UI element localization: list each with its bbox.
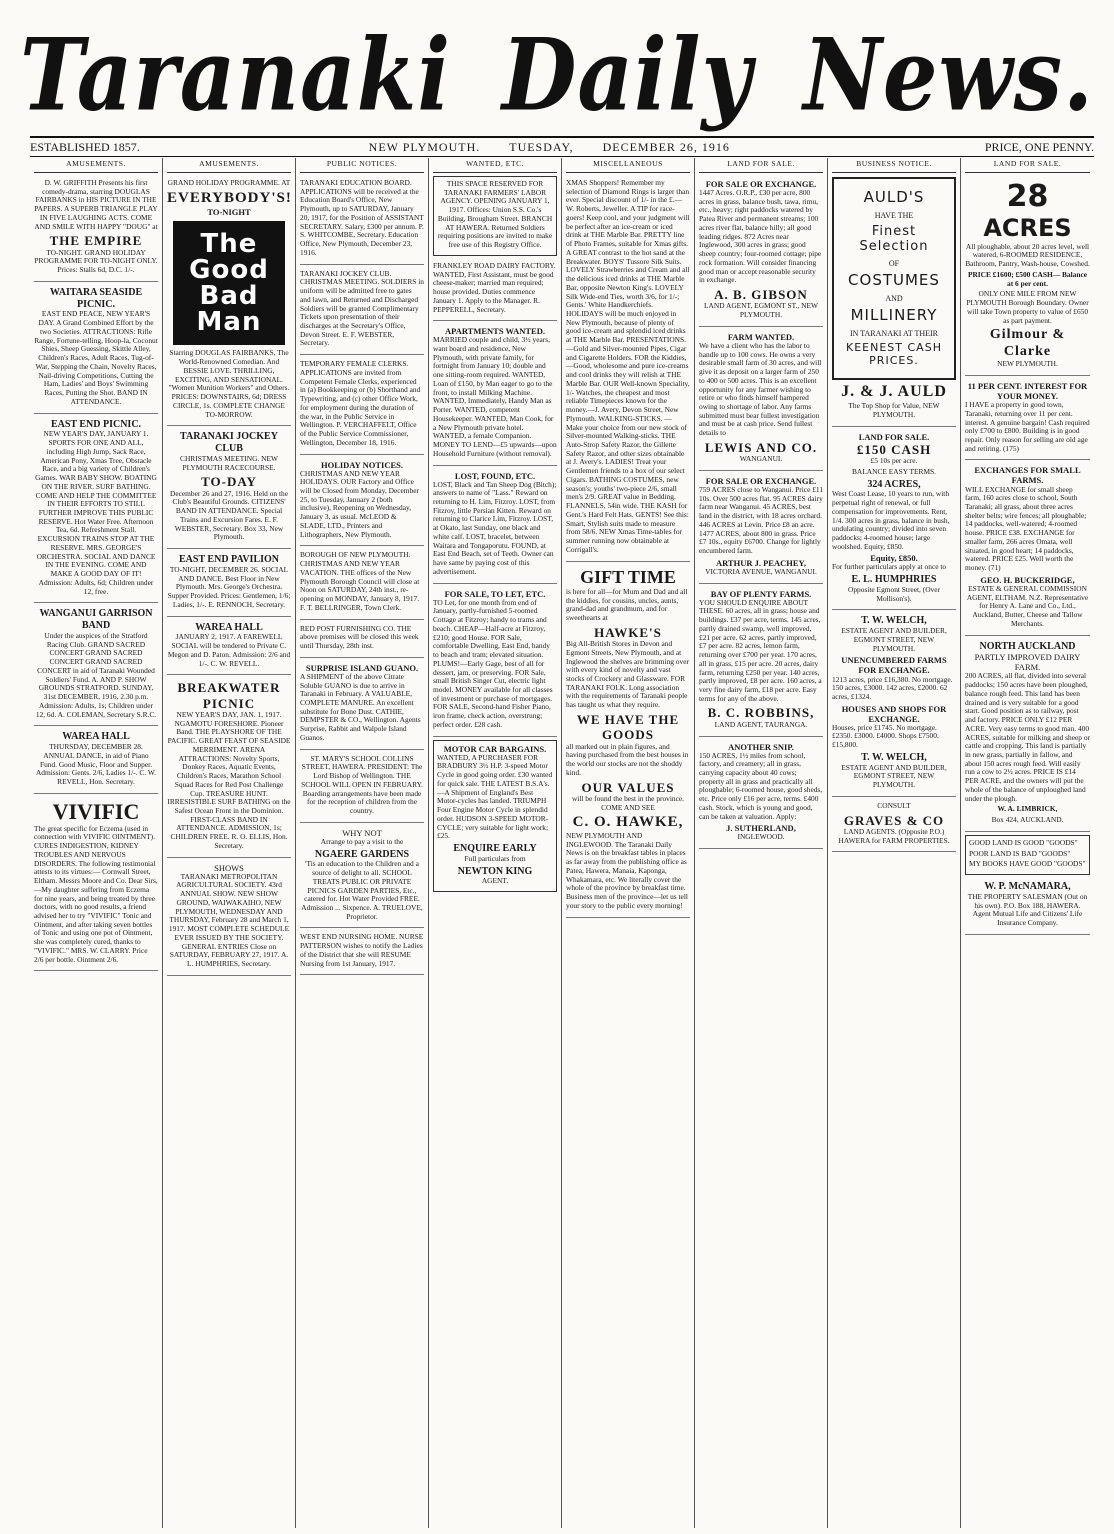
ad-headline: OUR VALUES bbox=[581, 779, 675, 795]
ad-text: JANUARY 2, 1917. A FAREWELL SOCIAL will be tendered to Private C. Megon and D. Paton. Admission: 2/6 and 1/-. C. W. REVELL. bbox=[167, 632, 291, 668]
ad-text: 1213 acres, price £16,380. No mortgage. 150 acres, £3000. 142 acres, £2000. 62 acres, £1324. bbox=[832, 674, 953, 701]
column-heading: MISCELLANEOUS bbox=[566, 158, 690, 173]
ad-lost-found bbox=[433, 468, 557, 584]
ad-text: ESTATE AGENT AND BUILDER, EGMONT STREET, NEW PLYMOUTH. bbox=[841, 762, 947, 790]
ad-text: OF bbox=[888, 258, 900, 268]
ad-headline: WE HAVE THE GOODS bbox=[576, 711, 680, 743]
ad-vivific bbox=[34, 796, 158, 972]
ad-headline: J. & J. AULD bbox=[841, 383, 947, 401]
notice-red-post bbox=[300, 622, 424, 658]
ad-text: ESTATE & GENERAL COMMISSION AGENT, ELTHAM. N.Z. Representative for Henry A. Lane and Co., Ltd., Auckland, Butter, Cheese and Tallow Merchants. bbox=[966, 583, 1089, 628]
column-5 bbox=[562, 158, 695, 1528]
ad-headline: SHOWS bbox=[214, 862, 244, 873]
date-center bbox=[369, 140, 756, 155]
notice-text: CHRISTMAS AND NEW YEAR HOLIDAYS. OUR Factory and Office will be Closed from Monday, December 25, to Tuesday, January 2 (both inclusive), Reopening on Wednesday, January 3, as usual. McLEOD & SLADE, LTD., Printers and Lithographers, New Plymouth. bbox=[300, 468, 419, 539]
ad-text: Houses, price £1745. No mortgage. £2350. £3000. £4000. Shops £7500. £15,800. bbox=[832, 722, 939, 750]
ad-text: 1447 Acres. O.R.P., £30 per acre, 800 acres in grass, balance bush, tawa, rimu, etc., heavy; right paddocks watered by Patea River and permanent streams; 100 acres river flat, balance hilly; all good leading ridges. 872 Acres near Inglewood, 300 acres in grass; good sheep country; four-roomed cottage; pipe rock formation. Will consider financing good man or accept reasonable security in exchange. bbox=[699, 187, 822, 285]
notice-guano bbox=[300, 660, 424, 750]
misc-small-ads bbox=[566, 176, 690, 562]
land-another-snip bbox=[699, 739, 823, 850]
notice-jockey-club bbox=[300, 267, 424, 356]
ad-text: LAND AGENTS. (Opposite P.O.) HAWERA for FARM PROPERTIES. bbox=[838, 827, 950, 845]
section-heading: FOR SALE, TO LET, ETC. bbox=[444, 588, 546, 599]
ad-text: AND bbox=[885, 293, 903, 303]
ad-east-end bbox=[34, 416, 158, 604]
ad-pavilion bbox=[167, 551, 291, 616]
column-3 bbox=[296, 158, 429, 1528]
ad-text: LOST, Black and Tan Sheep Dog (Bitch); answers to name of "Lass." Reward on returning to H. Lim, Fitzroy. LOST, from Fitzroy, little Persian Kitten. Reward on returning to Clarice Lim, Fitzroy. LOST, at Okato, last Sunday, one black and white calf. LOST, bracelet, between Waitara and Tongaporutu. FOUND, at East End Beach, set of Teeth. Owner can have same by paying cost of this advertisement. bbox=[433, 479, 557, 576]
column-1 bbox=[30, 158, 163, 1528]
ad-text: LAND AGENT, EGMONT ST., NEW PLYMOUTH. bbox=[704, 301, 818, 320]
ad-aulds bbox=[832, 177, 956, 380]
ad-text: NEW YEAR'S DAY, JANUARY 1. SPORTS FOR ONE AND ALL, including High Jump, Sack Race, American Pony, Xmas Tree, Obstacle Race, and a big variety of Children's Games. WAR BABY SHOW. BOATING ON THE RIVER. SURF BATHING. COME AND HELP THE COMMITTEE IN THEIR EFFORTS TO STILL FURTHER IMPROVE THIS PUBLIC RESERVE. Hot Water Free. Afternoon Tea, 6d. Refreshment Stall. EXCURSION TRAINS STOP AT THE RESERVE. MRS. GEORGE'S ORCHESTRA. SOCIAL AND DANCE IN THE EVENING. COME AND MAKE A GOOD DAY OF IT! Admission: Adults, 6d; Children under 12, free. bbox=[35, 429, 157, 596]
column-heading: BUSINESS NOTICE. bbox=[832, 158, 956, 173]
ad-apartments bbox=[433, 323, 557, 465]
ad-text: 200 ACRES, all flat, divided into several paddocks; 150 acres have been ploughed, balance rough feed. This land has been drained and is very suitable for a good start. Good position as to railway, post and factory. PRICE ONLY £12 PER ACRE. Very easy terms to good man. 400 ACRES, suitable for milking and sheep or cattle and cropping. This land is partially in new grass, partially in fallow, and about 150 acres rough feed. Will easily run a cow to 2½ acres. PRICE IS £14 PER ACRE, and the owners will put the whole of the balance of unploughed land under the plough. bbox=[965, 671, 1091, 803]
section-heading: MOTOR CAR BARGAINS. bbox=[443, 743, 547, 754]
notice-text: A SHIPMENT of the above Citrate Soluble GUANO is due to arrive in Taranaki in February. A VALUABLE, COMPLETE MANURE. An excellent substitute for Bone Dust. CATHIE, DEMPSTER & CO., Wellington. Agents Surprise, Rabbit and Walpole Island Guanos. bbox=[300, 671, 421, 742]
ad-jj-auld bbox=[832, 380, 956, 426]
notice-st-marys bbox=[300, 752, 424, 823]
ad-headline: GIFT TIME bbox=[580, 566, 676, 587]
notice-female-clerks bbox=[300, 357, 424, 454]
masthead-word-news: News. bbox=[803, 16, 1094, 134]
ad-text: We have a client who has the labor to handle up to 100 cows. He owns a very desirable small farm of 30 acres, and will give it as deposit on a larger farm of 250 to 400 or 500 acres. This is an excellent opportunity for any farmer wishing to retire or who finds himself hampered owing to shortage of labor. Any farms submitted must bear fullest investigation and must be at cash price. Send fullest details to bbox=[699, 340, 822, 438]
ad-headline: E. L. HUMPHRIES bbox=[851, 574, 937, 586]
ad-griffith bbox=[34, 176, 158, 282]
ad-waitara bbox=[34, 284, 158, 414]
ad-text: The great specific for Eczema (used in connection with VIVIFIC OINTMENT). CURES INDIGESTION, KIDNEY TROUBLES AND NERVOUS DISORDERS. The following testimonial attests to its virtues:— Cornwall Street, Eltham. Messrs Moore and Co. Dear Sirs,—My daughter suffering from Eczema for nine years, and being treated by three doctors, with no good results, a friend advised her to try "VIVIFIC" Tonic and Ointment, and after taking seven bottles of Tonic and using one pot of Ointment, she was completely cured, thanks to "VIVIFIC." MRS. W. CLARRY. Price 2/6 per bottle. Ointment 2/6. bbox=[34, 823, 158, 964]
ad-everybodys bbox=[167, 176, 291, 426]
ad-headline: TO-DAY bbox=[201, 474, 257, 490]
ad-headline: T. W. WELCH, bbox=[861, 615, 927, 627]
ad-text: 150 ACRES, 1½ miles from school, factory, and creamery; all in grass, carrying capacity about 40 cows; property all in grass and practically all ploughable; 6-roomed house, good sheds, etc. Price only £16 per acre, terms. £400 cash. Stock, which is young and good, can be taken at valuation. Apply: bbox=[699, 750, 823, 821]
ad-text: NEW YEAR'S DAY, JAN. 1, 1917. NGAMOTU FORESHORE. Pioneer Band. THE PLAYSHORE OF THE PACIFIC. GREAT FEAST OF SEASIDE MERRIMENT. ARENA ATTRACTIONS: Novelty Sports, Donkey Races, Aquatic Events, Children's Races, Marathon School Squad Races for Red Post Challenge Cup. TREASURE HUNT. IRRESISTIBLE SURF BATHING on the Safest Ocean Front in the Dominion. FIRST-CLASS BAND IN ATTENDANCE. ADMISSION, 1s; CHILDREN FREE. R. O. ELLIS, Hon. Secretary. bbox=[167, 709, 291, 850]
land-bay-of-plenty bbox=[699, 586, 823, 737]
ad-headline: WAITARA SEASIDE PICNIC. bbox=[49, 286, 143, 310]
ad-text: XMAS Shoppers! Remember my selection of Diamond Rings is larger than ever. Special discount of 1/- in the £.—W. Roberts, Jeweller. A TIP for race-goers! Keep cool, and your judgment will be perfect after an ice-cream or iced drink at THE Marble Bar. PRETTY line of Photo Frames, suitable for Xmas gifts. A GREAT contrast to the hot sand at the Breakwater. BOYS' Tussore Silk Suits. LOVELY Strawberries and Cream and all the delicious iced drinks at THE Marble Bar, opposite Newton King's. LOVELY Silk Wide-end Ties, worth 3/6, for 1/-; Gents.' White Handkerchiefs. HOLIDAYS will be much enjoyed in New Plymouth, because of plenty of good ice-cream and splendid iced drinks at THE Marble Bar. PRESENTATIONS.—Gold and Silver-mounted Pipes, Cigar and Cigarette Holders. FOR the Kiddies,—Good, wholesome and pure ice-creams and cool drinks they will relish at THE Marble Bar. OUR Well-known Speciality, 1/- Watches, the cheapest and most reliable Timepieces known for the money.—J. Avery, Devon Street, New Plymouth. WALKING-STICKS. — Make your choice from our new stock of Silver-mounted Walking-sticks. THE Auto-Strop Safety Razor, the Gillette Safety Razor, and other sizes obtainable at J. Avery's. LADIES! Treat your Gentlemen friends to a box of our select Cigars. BATHING COSTUMES, new season's; youths' two-piece 2/6, small men's 2/9. GREAT value in Bedding. FLANNELS, 54in wide. THE KASH for Gent.'s Hard Felt Hats. GENTS! See this: Smart, Stylish suits made to measure from 58/6. NEW Xmas Time-tables for summer running now obtainable at Corrigall's. bbox=[566, 177, 690, 554]
masthead bbox=[20, 16, 1094, 134]
ad-text: Full particulars from bbox=[464, 853, 526, 863]
notice-heading: SURPRISE ISLAND GUANO. bbox=[305, 662, 419, 673]
ad-jockey-club bbox=[167, 428, 291, 549]
ad-text: W. A. LIMBRICK, bbox=[997, 804, 1058, 814]
established: ESTABLISHED 1857. bbox=[30, 139, 140, 154]
ad-text: CONSULT bbox=[877, 800, 911, 810]
weekday: TUESDAY, bbox=[509, 139, 574, 154]
ad-headline: FARM WANTED. bbox=[727, 331, 795, 342]
ad-headline: J. SUTHERLAND, bbox=[726, 823, 796, 834]
column-heading: WANTED, ETC. bbox=[433, 158, 557, 173]
ad-headline: ACRES bbox=[983, 214, 1072, 243]
ad-labor-agency bbox=[433, 176, 557, 256]
ad-text: TO-NIGHT, DECEMBER 26. SOCIAL AND DANCE. Best Floor in New Plymouth. Mrs. George's Orchestra. Supper Provided. Prices: Gentlemen, 1/6; Ladies, 1/-. E. RENNOCH, Secretary. bbox=[167, 564, 291, 609]
ad-text: CHRISTMAS MEETING. NEW PLYMOUTH RACECOURSE. bbox=[180, 453, 278, 472]
ad-headline: GRAVES & CO bbox=[843, 812, 945, 828]
ad-text: Under the auspices of the Stratford Racing Club. GRAND SACRED CONCERT GRAND SACRED CONCERT GRAND SACRED CONCERT in aid of Taranaki Wounded Soldiers' Fund. A. AND P. SHOW GROUNDS STRATFORD. SUNDAY, 31st DECEMBER, 1916, 2.30 p.m. Admission: Adults, 1s; Children under 12, 6d. A. COLEMAN, Secretary S.R.C. bbox=[35, 630, 157, 719]
ad-headline: ANOTHER SNIP. bbox=[728, 741, 794, 752]
ad-text: HAVE THE bbox=[874, 210, 914, 220]
ad-text: WANGANUI. bbox=[739, 454, 783, 464]
ad-headline: 11 PER CENT. INTEREST FOR YOUR MONEY. bbox=[967, 381, 1088, 402]
masthead-word-taranaki: Taranaki bbox=[20, 16, 452, 134]
ad-for-sale bbox=[433, 586, 557, 737]
ad-headline: MILLINERY bbox=[850, 306, 938, 325]
ad-motor-bargains bbox=[433, 740, 557, 892]
ad-headline: Gilmour & Clarke bbox=[989, 327, 1066, 359]
ad-subhead: TO-NIGHT bbox=[207, 207, 251, 218]
ad-text: Opposite Egmont Street, (Over Mollison's). bbox=[848, 585, 940, 603]
land-mcnamara bbox=[965, 878, 1090, 935]
date: DECEMBER 26, 1916 bbox=[602, 139, 730, 154]
ad-text: GOOD LAND IS GOOD "GOODS" bbox=[969, 837, 1078, 847]
section-heading: APARTMENTS WANTED. bbox=[445, 326, 545, 337]
ad-text: WILL EXCHANGE for small sheep farm, 160 acres close to school, South Taranaki; all grass, about three acres shelter belts; wire fences; all ploughable; 14 paddocks, well-watered; 4-roomed house. PRICE £38. EXCHANGE for smaller farm, 266 acres Omata, well situated, in good heart; 14 paddocks, watered. PRICE £25. Well worth the money. (71) bbox=[965, 484, 1087, 573]
ad-text: All ploughable, about 20 acres level, well watered, 6-ROOMED RESIDENCE, Bathroom, Pantry, Wash-house, Cowshed. bbox=[965, 241, 1090, 269]
ad-headline: ARTHUR J. PEACHEY, bbox=[715, 557, 807, 568]
ad-headline: TARANAKI JOCKEY CLUB bbox=[180, 431, 278, 455]
ad-headline: VIVIFIC bbox=[52, 798, 140, 824]
ad-text: For further particulars apply at once to bbox=[832, 562, 947, 572]
ad-text: MY BOOKS HAVE GOOD "GOODS" bbox=[969, 859, 1086, 869]
ad-text: Starring DOUGLAS FAIRBANKS, The World-Renowned Comedian. And BESSIE LOVE. THRILLING, EXCITING, AND SENSATIONAL. "Women Munition Workers" and Others. PRICES: DOWNSTAIRS, 6d; DRESS CIRCLE, 1s. COMPLETE CHANGE TO-MORROW. bbox=[168, 348, 290, 419]
ad-text: IN TARANAKI AT THEIR bbox=[849, 328, 939, 338]
ad-headline: W. P. McNAMARA, bbox=[984, 881, 1071, 893]
ad-warea-hall bbox=[167, 619, 291, 676]
notice-text: TEMPORARY FEMALE CLERKS. APPLICATIONS are invited from Competent Female Clerks, experienced in (a) Bookkeeping or (b) Shorthand and Typewriting, and (c) other Office Work, for employment during the duration of the war, in the Public Service in Wellington. P. VERCHAFFELT, Office of the Public Service Commissioner, Wellington, December 18, 1916. bbox=[300, 359, 421, 447]
ad-text: ESTATE AGENT AND BUILDER, EGMONT STREET, NEW PLYMOUTH. bbox=[841, 626, 947, 653]
ad-text: BALANCE EASY TERMS. bbox=[852, 466, 936, 476]
film-title-block: The Good Bad Man bbox=[173, 221, 285, 345]
ad-text: AGENT. bbox=[481, 876, 509, 886]
ad-warea bbox=[34, 728, 158, 793]
ad-text: POOR LAND IS BAD "GOODS" bbox=[969, 848, 1071, 858]
ad-headline: NEWTON KING bbox=[457, 865, 533, 877]
ad-text: WANTED, A PURCHASER FOR BRADBURY 3½ H.P. 3-speed Motor Cycle in good going order. £30 wanted for quick sale. THE LATEST B.S.A's.—A Shipment of England's Best Motor-cycles has landed. TRIUMPH Four Engine Motor Cycle in splendid order. HUDSON 3-SPEED MOTOR-CYCLE; very suitable for light work; £25. bbox=[437, 752, 553, 841]
ad-headline: KEENEST CASH PRICES. bbox=[846, 341, 942, 368]
ad-headline: COSTUMES bbox=[848, 271, 940, 290]
ad-text: INGLEWOOD. bbox=[737, 832, 785, 842]
ad-headline: BREAKWATER PICNIC bbox=[177, 680, 281, 711]
ad-headline: NORTH AUCKLAND bbox=[979, 640, 1076, 652]
notice-text: TARANAKI EDUCATION BOARD. APPLICATIONS will be received at the Education Board's Office, New Plymouth, up to SATURDAY, January 20, 1917, for the Position of ASSISTANT SECRETARY. Salary, £300 per annum. P. S. WHITCOMBE, Secretary. Education Office, New Plymouth, December 23, 1916. bbox=[300, 177, 424, 257]
ad-headline: EXCHANGES FOR SMALL FARMS. bbox=[974, 465, 1081, 486]
notice-text: RED POST FURNISHING CO. THE above premises will be closed this week until Thursday, 28th inst. bbox=[300, 623, 419, 651]
land-28-acres bbox=[965, 176, 1090, 376]
ad-headline: AULD'S bbox=[863, 187, 925, 206]
section-heading: LOST, FOUND, ETC. bbox=[454, 470, 536, 481]
ad-text: FRANKLEY ROAD DAIRY FACTORY. WANTED, First Assistant, must be good cheese-maker; married man required; house provided. Duties commence January 1. Apply to the Manager. R. PEPPERELL, Secretary. bbox=[433, 260, 556, 314]
ad-gift-time bbox=[566, 564, 690, 918]
ad-breakwater bbox=[167, 677, 291, 857]
ad-text: LAND AGENT, TAURANGA. bbox=[714, 719, 808, 729]
land-gibson bbox=[699, 176, 823, 327]
ad-text: MARRIED couple and child, 3½ years, want board and residence, New Plymouth, with private family, for fortnight from January 10; double and one sitting-room required. WANTED, Loan of £150, by Man eager to go to the front, to install Milking Machine. WANTED, Immediately, Handy Man as Porter. WANTED, competent Housekeeper. WANTED, Man Cook, for a New Plymouth private hotel. WANTED, a female Companion. MONEY TO LEND—£5 upwards—upon Household Furniture (without removal). bbox=[433, 335, 557, 458]
notice-education-board bbox=[300, 176, 424, 265]
column-heading: AMUSEMENTS. bbox=[34, 158, 158, 173]
ad-text: TARANAKI METROPOLITAN AGRICULTURAL SOCIETY. 43rd ANNUAL SHOW. NEW SHOW GROUND, WAIWAKAIHO, NEW PLYMOUTH, WEDNESDAY AND THURSDAY, February 28 and March 1, 1917. MOST COMPLETE SCHEDULE EVER ISSUED BY THE SOCIETY. GENERAL ENTRIES Close on SATURDAY, FEBRUARY 27, 1917. A. L. HUMPHRIES, Secretary. bbox=[168, 871, 290, 969]
ad-garrison bbox=[34, 605, 158, 726]
ad-text: YOU SHOULD ENQUIRE ABOUT THESE. 60 acres, all in grass; house and buildings. £37 per acre, terms. 145 acres, partly drained swamp, well improved, £21 per acre. 62 acres, partly improved, £7 per acre. 82 acres, lemon farm, returning over £700 per year. 170 acres, all in grass, £15 per acre. 20 acres, dairy farm, returning £250 per year. 140 acres, partly improved, £8 per acre. 160 acres, a very fine dairy farm, £18 per acre. Easy terms for any of the above. bbox=[699, 597, 822, 703]
ad-headline: £150 CASH bbox=[856, 441, 932, 457]
ad-text: TO-NIGHT. GRAND HOLIDAY PROGRAMME FOR TO-NIGHT ONLY. Prices: Stalls 6d, D.C. 1/-. bbox=[34, 247, 158, 275]
notice-ngaere-gardens bbox=[300, 825, 424, 929]
ad-headline: WANGANUI GARRISON BAND bbox=[39, 608, 153, 632]
ad-text: Big All-British Stores in Devon and Egmont Streets, New Plymouth, and at Inglewood the shelves are brimming over with every kind of novelty and vast stocks of Crockery and Glassware. FOR TARANAKI FOLK. Long association with the requirements of Taranaki people has taught us what they require. bbox=[566, 639, 689, 710]
ad-text: West Coast Lease, 10 years to run, with perpetual right of renewal, or full compensation for improvements. Rent, 1/4. 300 acres in grass, balance in bush, undulating country; divided into seven paddocks; 4-roomed house; large woolshed. Equity, £850. bbox=[832, 489, 950, 551]
notice-holidays bbox=[300, 457, 424, 547]
land-humphries bbox=[832, 429, 956, 611]
ad-headline: HAWKE'S bbox=[594, 624, 662, 640]
ad-headline: EVERYBODY'S! bbox=[167, 189, 292, 206]
land-welch bbox=[832, 612, 956, 796]
ad-frankley-dairy bbox=[433, 259, 557, 321]
ad-headline: T. W. WELCH, bbox=[861, 751, 927, 763]
ad-text: NEW PLYMOUTH AND INGLEWOOD. The Taranaki Daily News is on the breakfast tables in places as far away from the publishing office as Patea, Hawera, Manaia, Kaponga, Whakamara, etc. We literally cover the whole of the province by breakfast time. Business men of the province—let us tell your story to the public every morning! bbox=[566, 830, 688, 910]
column-8 bbox=[961, 158, 1094, 1528]
land-north-auckland bbox=[965, 638, 1090, 832]
ad-headline: Finest Selection bbox=[859, 224, 929, 255]
ad-text: D. W. GRIFFITH Presents his first comedy-drama, starring DOUGLAS FAIRBANKS in HIS PICTURE IN THE PAPERS. A SUPERB TRIANGLE PLAY IN FIVE LAUGHING ACTS. COME AND SMILE WITH HAPPY "DOUG" at bbox=[34, 177, 158, 231]
ad-text: all marked out in plain figures, and having purchased from the best houses in the world our stocks are not the shoddy kind. bbox=[566, 741, 689, 777]
ad-text: THE PROPERTY SALESMAN (Out on his own). P.O. Box 188, HAWERA. Agent Mutual Life and Citizens' Life Insurance Company. bbox=[967, 891, 1088, 928]
notice-nursing-home bbox=[300, 930, 424, 975]
ad-text: Box 424, AUCKLAND. bbox=[991, 815, 1064, 825]
column-7 bbox=[828, 158, 961, 1528]
ad-text: PRICE £1600; £500 CASH— Balance at 6 per cent. bbox=[967, 269, 1088, 288]
column-2 bbox=[163, 158, 296, 1528]
ad-text: GRAND HOLIDAY PROGRAMME. AT bbox=[167, 177, 291, 187]
land-interest bbox=[965, 378, 1090, 460]
notice-text: 'Tis an education to the Children and a source of delight to all. SCHOOL TREATS PUBLIC OR PRIVATE PICNICS GARDEN PARTIES, Etc., catered for. Hot Water Provided FREE. Admission ... Sixpence. A. TRUELOVE, Proprietor. bbox=[301, 859, 423, 921]
ad-headline: UNENCUMBERED FARMS FOR EXCHANGE. bbox=[841, 655, 947, 676]
ad-text: NEW PLYMOUTH. bbox=[997, 359, 1058, 369]
notice-text: ST. MARY'S SCHOOL COLLINS STREET, HAWERA. PRESIDENT: The Lord Bishop of Wellington. THE SCHOOL WILL OPEN IN FEBRUARY. Boarding arrangements have been made for the reception of children from the country. bbox=[301, 753, 423, 816]
ad-text: I HAVE a property in good town, Taranaki, returning over 11 per cent. interest. A genuine bargain! Cash required only £700 to £800. Building is in good repair. Only reason for selling are old age and retiring. (175) bbox=[965, 400, 1090, 453]
notice-heading: WHY NOT bbox=[342, 827, 382, 838]
ad-headline: THE EMPIRE bbox=[49, 233, 143, 249]
column-heading: PUBLIC NOTICES. bbox=[300, 158, 424, 173]
place: NEW PLYMOUTH. bbox=[368, 139, 481, 154]
ad-shows bbox=[167, 860, 291, 976]
ad-text: is here for all—for Mum and Dad and all the kiddies, for cousins, uncles, aunts, grand-dad and grandmum, and for sweethearts at bbox=[566, 586, 688, 622]
column-4 bbox=[429, 158, 562, 1528]
ad-headline: WAREA HALL bbox=[195, 621, 263, 633]
ad-text: December 26 and 27, 1916. Held on the Club's Beautiful Grounds. CITIZENS' BAND IN ATTENDANCE. Special Trains and Excursion Fares. E. F. WEBSTER, Secretary. Box 33, New Plymouth. bbox=[169, 488, 288, 542]
column-heading: LAND FOR SALE. bbox=[965, 158, 1090, 173]
column-heading: LAND FOR SALE. bbox=[699, 158, 823, 173]
notice-borough bbox=[300, 548, 424, 619]
land-buckeridge bbox=[965, 462, 1090, 635]
ad-text: The Top Shop for Value, NEW PLYMOUTH. bbox=[848, 401, 940, 419]
column-heading: AMUSEMENTS. bbox=[167, 158, 291, 173]
column-6 bbox=[695, 158, 828, 1528]
notice-heading: NGAERE GARDENS bbox=[314, 848, 410, 860]
ad-headline: 324 ACRES, bbox=[867, 478, 921, 490]
ad-headline: B. C. ROBBINS, bbox=[707, 705, 815, 721]
ad-headline: BAY OF PLENTY FARMS. bbox=[710, 588, 812, 599]
ad-headline: GEO. H. BUCKERIDGE, bbox=[980, 574, 1075, 585]
notice-heading: HOLIDAY NOTICES. bbox=[320, 459, 404, 470]
ad-headline: FOR SALE OR EXCHANGE. bbox=[705, 476, 817, 486]
land-graves bbox=[832, 799, 956, 853]
ad-text: VICTORIA AVENUE, WANGANUI. bbox=[705, 566, 817, 576]
land-goods bbox=[965, 835, 1090, 875]
columns bbox=[30, 158, 1094, 1528]
ad-headline: A. B. GIBSON bbox=[714, 287, 808, 303]
land-peachey bbox=[699, 473, 823, 584]
ad-headline: 28 bbox=[1006, 178, 1049, 214]
notice-text: Arrange to pay a visit to the bbox=[320, 836, 404, 846]
ad-subhead: PARTLY IMPROVED DAIRY FARM. bbox=[974, 652, 1081, 673]
ad-headline: HOUSES AND SHOPS FOR EXCHANGE. bbox=[841, 703, 947, 724]
notice-text: WEST END NURSING HOME. NURSE PATTERSON wishes to notify the Ladies of the District that she will RESUME Nursing from 1st January, 1917. bbox=[300, 932, 424, 968]
price: PRICE, ONE PENNY. bbox=[984, 139, 1094, 154]
ad-headline: EAST END PICNIC. bbox=[50, 418, 142, 430]
notice-text: TARANAKI JOCKEY CLUB. CHRISTMAS MEETING. SOLDIERS in uniform will be admitted free to gates and lawn, and Returned and Discharged Soldiers will be granted Complimentary Tickets upon presentation of their discharges at the Secretary's Office, Devon Street. E. F. WEBSTER, Secretary. bbox=[300, 268, 425, 348]
ad-text: 759 ACRES close to Wanganui. Price £11 10s. Over 500 acres flat. 95 ACRES dairy farm near Wanganui. 45 ACRES, best land in the district, with 18 acres orchard. 446 ACRES at Levin. Price £8 an acre. 1477 ACRES, about 800 in grass. Price £7 10s., equity £6700. Change for lightly encumbered farm. bbox=[699, 485, 824, 556]
ad-text: EAST END PEACE, NEW YEAR'S DAY. A Grand Combined Effort by the two Societies. ATTRACTIONS: Rifle Range, Fortune-telling, Hoop-la, Coconut Shies, Sheep Guessing, Skittle Alley, Children's Races, Adult Races, Tug-of-War, Stepping the Chain, Novelty Races, Nail-driving Competitions, Cutting the Ham, Ladies' and Boys' Swimming Races, Putting the Shot. BAND IN ATTENDANCE. bbox=[34, 309, 158, 406]
notice-text: BOROUGH OF NEW PLYMOUTH. CHRISTMAS AND NEW YEAR VACATION. THE offices of the New Plymouth Borough Council will close at Noon on SATURDAY, 24th inst., re-opening on MONDAY, January 8, 1917. F. T. BELLRINGER, Town Clerk. bbox=[300, 550, 420, 612]
ad-text: THIS SPACE RESERVED FOR TARANAKI FARMERS' LABOR AGENCY. OPENING JANUARY 1, 1917. Offices: Union S.S. Co.'s Building, Brougham Street. BRANCH AT HAWERA. Returned Soldiers requiring positions are invited to make free use of this Registry Office. bbox=[437, 178, 553, 250]
ad-headline: LEWIS AND CO. bbox=[704, 439, 818, 455]
ad-headline: FOR SALE OR EXCHANGE. bbox=[705, 178, 817, 189]
ad-headline: EAST END PAVILION bbox=[178, 554, 280, 566]
ad-text: £5 10s per acre. bbox=[870, 456, 918, 466]
ad-headline: ENQUIRE EARLY bbox=[453, 843, 537, 855]
ad-headline: WAREA HALL bbox=[62, 731, 130, 743]
ad-text: TO Let, for one month from end of January, partly-furnished 5-roomed Cottage at Fitzroy; handy to trams and beach. CHEAP—Half-acre at Fitzroy, £210; good House. FOR Sale, comfortable Dwelling, East End, handy to beach and tram; elevated situation. PLUMS!—Early Gage, best of all for dessert, jam, or preserving. FOR Sale, small British Singer Cut, electric light model. MONEY available for all classes of investment or purchase of mortgages. FOR SALE, Second-hand Fisher Piano, iron frame, check action, overstrung; perfect order. £28 cash. bbox=[433, 597, 553, 729]
ad-text: will be found the best in the province. COME AND SEE bbox=[571, 793, 685, 812]
ad-headline: Equity, £850. bbox=[870, 553, 918, 564]
land-farm-wanted bbox=[699, 329, 823, 471]
ad-headline: C. O. HAWKE, bbox=[572, 814, 684, 831]
masthead-word-daily: Daily bbox=[501, 16, 753, 134]
ad-headline: LAND FOR SALE. bbox=[858, 431, 930, 442]
ad-text: THURSDAY, DECEMBER 28. ANNUAL DANCE, in aid of Piano Fund. Good Music, Floor and Supper. Admission: Gents. 2/6, Ladies 1/-. C. W. REVELL, Hon. Secretary. bbox=[35, 742, 157, 786]
dateline bbox=[30, 136, 1094, 157]
ad-text: ONLY ONE MILE FROM NEW PLYMOUTH Borough Boundary. Owner will take Town property to value of £650 as part payment. bbox=[966, 289, 1089, 325]
